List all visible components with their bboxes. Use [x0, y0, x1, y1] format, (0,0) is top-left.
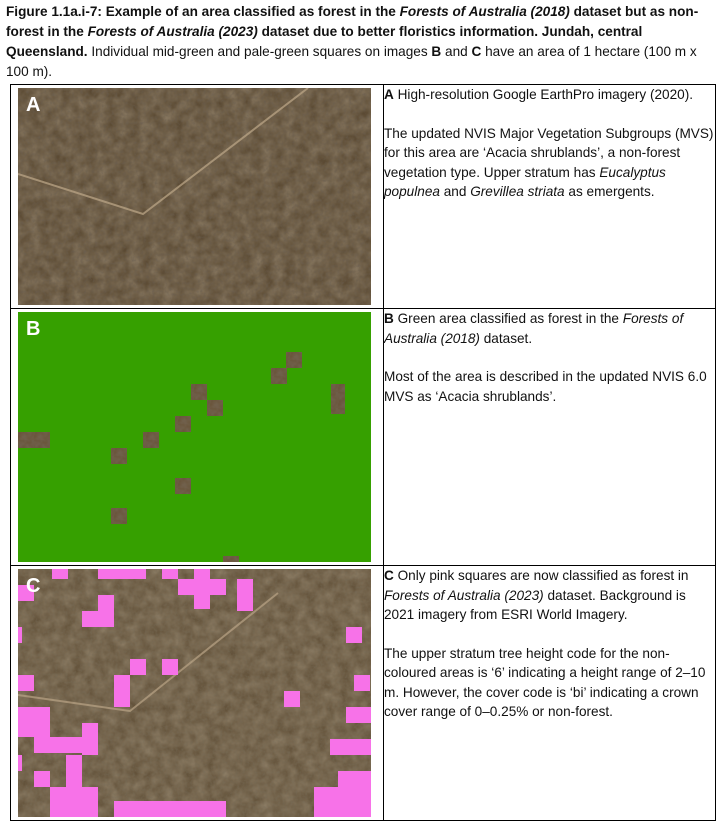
panel-a-cell: [11, 85, 384, 309]
panel-a-text-and: and: [439, 184, 471, 199]
panel-b-letter: B: [384, 311, 394, 326]
panel-c-image: [18, 569, 371, 817]
caption-b-letter: B: [431, 44, 442, 59]
satellite-image-a: [18, 88, 371, 305]
figure-caption: [6, 2, 716, 82]
panel-c-text-1: Only pink squares are now classified as forest in: [393, 568, 689, 583]
forest-map-b: [18, 312, 371, 562]
panel-c-label: C: [26, 575, 41, 597]
panel-a-letter: A: [384, 87, 394, 102]
panel-a-text: [384, 85, 716, 309]
panel-a-para-1: [384, 85, 715, 105]
panel-b-text-1: Green area classified as forest in the: [393, 311, 623, 326]
caption-normal-and: and: [441, 44, 472, 59]
row-c: [11, 566, 716, 821]
panel-b-cell: [11, 309, 384, 566]
panel-a-para-2: [384, 124, 715, 202]
panel-b-dataset-name: Forests of Australia (2018): [384, 311, 684, 346]
figure-table: [10, 84, 716, 821]
species-eucalyptus: Eucalyptus populnea: [384, 164, 666, 199]
panel-b-text: [384, 309, 716, 566]
caption-bold-mid: dataset but as non-forest in the: [6, 4, 699, 39]
panel-a-text-2a: The updated NVIS Major Vegetation Subgroups (MVS) for this area are ‘Acacia shrublands’, a non-forest vegetation type. Upper stratum has: [384, 125, 714, 180]
caption-bold-lead: Figure 1.1a.i-7: Example of an area classified as forest in the: [6, 4, 400, 19]
panel-a-text-1: High-resolution Google EarthPro imagery (2020).: [393, 87, 694, 102]
satellite-image-c: [18, 569, 371, 817]
row-b: [11, 309, 716, 566]
caption-bold-tail: dataset due to better floristics information. Jundah, central Queensland.: [6, 24, 643, 59]
panel-b-image: [18, 312, 371, 562]
panel-c-text-1-end: dataset. Background is 2021 imagery from ESRI World Imagery.: [384, 587, 686, 622]
panel-c-text: [384, 566, 716, 821]
panel-c-para-1: [384, 566, 715, 625]
panel-b-para-1: [384, 309, 715, 348]
panel-a-label: A: [26, 94, 41, 116]
panel-b-label: B: [26, 318, 41, 340]
caption-bold-italic-1: Forests of Australia (2018): [399, 4, 570, 19]
panel-a-image: [18, 88, 371, 305]
panel-c-cell: [11, 566, 384, 821]
species-grevillea: Grevillea striata: [470, 184, 565, 199]
panel-c-para-2: The upper stratum tree height code for the non-coloured areas is ‘6’ indicating a height range of 2–10 m. However, the cover code is ‘bi’ indicating a crown cover range of 0–0.25% or non-forest.: [384, 645, 706, 719]
panel-b-para-2: Most of the area is described in the updated NVIS 6.0 MVS as ‘Acacia shrublands’.: [384, 369, 707, 404]
panel-a-text-end: as emergents.: [564, 184, 655, 199]
panel-c-dataset-name: Forests of Australia (2023): [384, 587, 544, 603]
panel-b-text-1-end: dataset.: [479, 330, 533, 346]
caption-bold-italic-2: Forests of Australia (2023): [87, 24, 258, 39]
caption-c-letter: C: [471, 44, 482, 59]
panel-c-letter: C: [384, 568, 394, 583]
row-a: [11, 85, 716, 309]
caption-normal-lead: Individual mid-green and pale-green squares on images: [87, 44, 432, 59]
caption-normal-tail: have an area of 1 hectare (100 m x 100 m).: [6, 44, 697, 79]
